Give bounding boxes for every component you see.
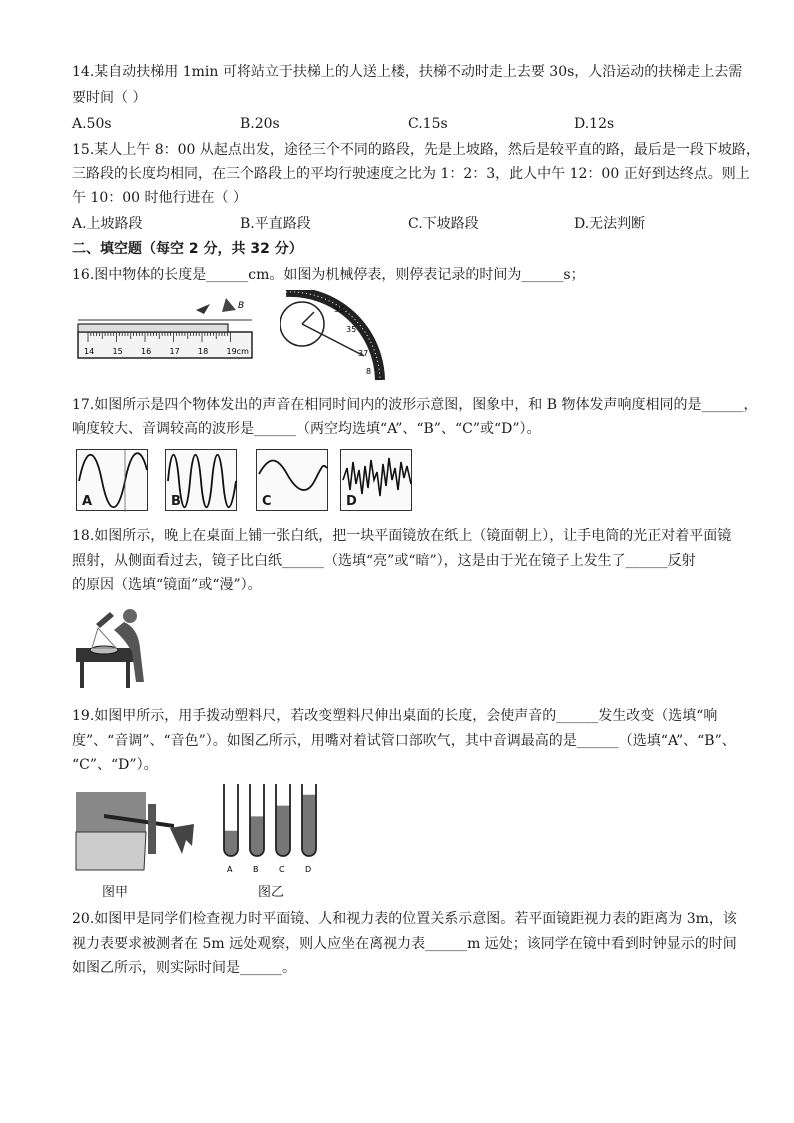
ruler-tick-label: 17 — [169, 347, 180, 356]
dial-number: 37 — [358, 349, 369, 358]
table-leg — [126, 662, 130, 688]
tube-label: B — [253, 865, 259, 874]
q18-text-line2: 照射，从侧面看过去，镜子比白纸______（选填“亮”或“暗”），这是由于光在镜子上发生了______反射 — [72, 553, 696, 569]
measured-object — [78, 324, 228, 332]
ruler-tick-label: 14 — [84, 347, 95, 356]
stopwatch-figure — [280, 290, 390, 386]
light-beam — [92, 628, 116, 648]
q18-text-line1: 18.如图所示，晚上在桌面上铺一张白纸，把一块平面镜放在纸上（镜面朝上），让手电筒的光正对着平面镜 — [72, 528, 732, 544]
waveform-a — [76, 449, 148, 511]
q15-text-line1: 15.某人上午 8：00 从起点出发，途径三个不同的路段，先是上坡路，然后是较平直的路，最后是一段下坡路， — [72, 142, 760, 158]
pressing-hand — [148, 804, 156, 854]
q14-options — [72, 114, 732, 134]
q19-text-line1: 19.如图甲所示，用手拨动塑料尺，若改变塑料尺伸出桌面的长度，会使声音的______发生改变（选填“响 — [72, 708, 718, 724]
table-leg — [80, 662, 84, 688]
q14-option-d[interactable]: D.12s — [574, 116, 615, 132]
q15-text-line2: 三路段的长度均相同，在三个路段上的平均行驶速度之比为 1：2：3，此人中午 12：00 正好到达终点。则上 — [72, 166, 750, 182]
section-heading-fill-blank: 二、填空题（每空 2 分，共 32 分） — [72, 241, 303, 257]
q18-text-line3: 的原因（选填“镜面”或“漫”）。 — [72, 577, 262, 593]
tube-water — [302, 795, 316, 856]
tube-water — [224, 831, 238, 856]
point-label-b: B — [238, 301, 245, 311]
tube-label: D — [305, 865, 312, 874]
eye-marker-icon — [222, 298, 236, 312]
waveform-d — [340, 449, 412, 511]
flashlight-icon — [96, 612, 114, 628]
q19-text-line2: 度”、“音调”、“音色”）。如图乙所示，用嘴对着试管口部吹气，其中音调最高的是______（选填“A”、“B”、 — [72, 733, 736, 749]
q16-text-line1: 16.图中物体的长度是______cm。如图为机械停表，则停表记录的时间为______s； — [72, 267, 585, 283]
q15-option-c[interactable]: C.下坡路段 — [408, 216, 479, 232]
q20-text-line3: 如图乙所示，则实际时间是______。 — [72, 960, 296, 976]
tube-label: A — [227, 865, 233, 874]
q14-option-c[interactable]: C.15s — [408, 116, 448, 132]
desk-side — [76, 832, 146, 870]
ruler-tick-label: 19cm — [226, 347, 249, 356]
dial-number: 8 — [366, 367, 372, 376]
q15-option-d[interactable]: D.无法判断 — [574, 216, 646, 232]
q15-text-line3: 午 10：00 时他行进在（ ） — [72, 190, 247, 206]
q20-text-line2: 视力表要求被测者在 5m 远处观察，则人应坐在离视力表______m 远处；该同学在镜中看到时钟显示的时间 — [72, 936, 737, 952]
tube-water — [250, 816, 264, 856]
caption-figure-yi: 图乙 — [258, 885, 285, 900]
waveform-c-label: C — [262, 494, 272, 509]
ruler-tick-label: 16 — [141, 347, 152, 356]
flashlight-mirror-figure — [74, 604, 154, 690]
ruler-pluck-figure — [74, 784, 214, 874]
waveform-b — [165, 449, 237, 511]
q17-text-line2: 响度较大、音调较高的波形是______（两空均选填“A”、“B”、“C”或“D”）。 — [72, 421, 541, 437]
dial-number: 35 — [346, 325, 357, 334]
ruler-tick-label: 18 — [198, 347, 209, 356]
desk-surface — [76, 792, 146, 832]
test-tubes — [224, 784, 316, 874]
q14-option-a[interactable]: A.50s — [72, 116, 112, 132]
q14-option-b[interactable]: B.20s — [240, 116, 280, 132]
q14-text-line1: 14.某自动扶梯用 1min 可将站立于扶梯上的人送上楼，扶梯不动时走上去要 30s，人沿运动的扶梯走上去需 — [72, 64, 743, 80]
q20-text-line1: 20.如图甲是同学们检查视力时平面镜、人和视力表的位置关系示意图。若平面镜距视力表的距离为 3m，该 — [72, 911, 737, 927]
tube-label: C — [279, 865, 285, 874]
plucking-hand-icon — [170, 824, 194, 854]
waveform-b-label: B — [171, 494, 181, 509]
q15-options — [72, 214, 732, 234]
waveform-c — [256, 449, 328, 511]
q19-text-line3: “C”、“D”）。 — [72, 757, 158, 773]
waveform-d-label: D — [346, 494, 357, 509]
caption-figure-jia: 图甲 — [102, 885, 129, 900]
waveform-a-label: A — [82, 494, 93, 509]
ruler-tick-label: 15 — [112, 347, 123, 356]
pencil-tip-icon — [196, 304, 210, 314]
dial-number: 33 — [334, 305, 345, 314]
q14-text-line2: 要时间（ ） — [72, 90, 147, 106]
q15-option-b[interactable]: B.平直路段 — [240, 216, 311, 232]
q17-text-line1: 17.如图所示是四个物体发出的声音在相同时间内的波形示意图，图象中，和 B 物体发声响度相同的是______， — [72, 397, 758, 413]
person-head — [123, 609, 137, 623]
q15-option-a[interactable]: A.上坡路段 — [72, 216, 143, 232]
mirror-on-paper — [90, 646, 118, 654]
tube-water — [276, 806, 290, 856]
test-tubes-figure — [218, 780, 328, 876]
ruler-figure — [76, 296, 256, 364]
